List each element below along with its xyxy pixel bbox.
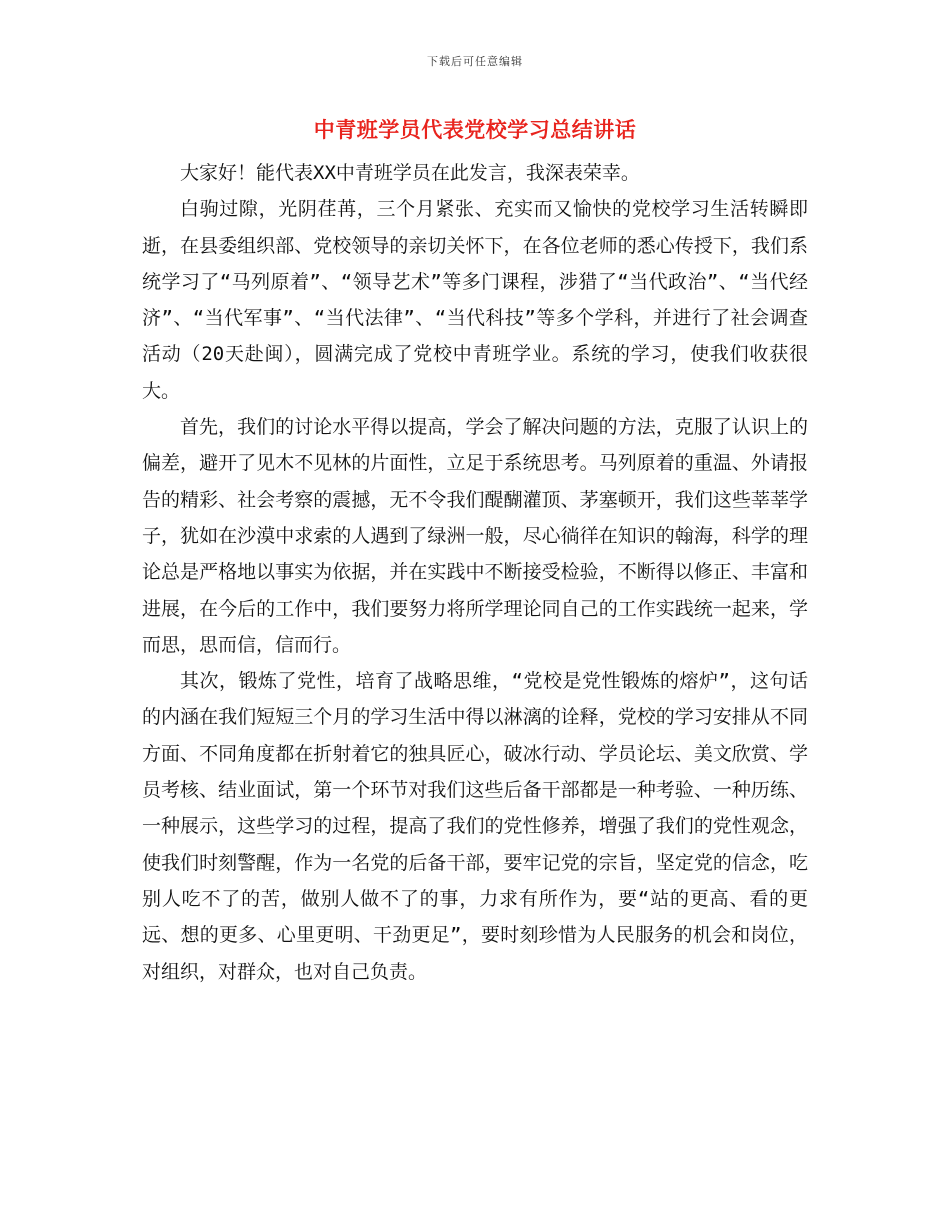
paragraph-greeting: 大家好！能代表XX中青班学员在此发言，我深表荣幸。 — [180, 162, 640, 184]
document-title: 中青班学员代表党校学习总结讲话 — [313, 117, 637, 142]
paragraph-second: 其次，锻炼了党性，培育了战略思维，“党校是党性锻炼的熔炉”，这句话的内涵在我们短短三个月的学习生活中得以淋漓的诠释，党校的学习安排从不同方面、不同角度都在折射着它的独具匠心，破冰行动、学员论坛、美文欣赏、学员考核、结业面试，第一个环节对我们这些后备干部都是一种考验、一种历练、一种展示，这些学习的过程，提高了我们的党性修养，增强了我们的党性观念，使我们时刻警醒，作为一名党的后备干部，要牢记党的宗旨，坚定党的信念，吃别人吃不了的苦，做别人做不了的事，力求有所作为，要“站的更高、看的更远、想的更多、心里更明、干劲更足”，要时刻珍惜为人民服务的机会和岗位，对组织，对群众，也对自己负责。 — [142, 670, 808, 983]
paragraph-intro: 白驹过隙，光阴荏苒，三个月紧张、充实而又愉快的党校学习生活转瞬即逝，在县委组织部、党校领导的亲切关怀下，在各位老师的悉心传授下，我们系统学习了“马列原着”、“领导艺术”等多门课程，涉猎了“当代政治”、“当代经济”、“当代军事”、“当代法律”、“当代科技”等多个学科，并进行了社会调查活动（20天赴闽），圆满完成了党校中青班学业。系统的学习，使我们收获很大。 — [142, 198, 808, 402]
paragraph-first: 首先，我们的讨论水平得以提高，学会了解决问题的方法，克服了认识上的偏差，避开了见木不见林的片面性，立足于系统思考。马列原着的重温、外请报告的精彩、社会考察的震撼，无不令我们醍醐灌顶、茅塞顿开，我们这些莘莘学子，犹如在沙漠中求索的人遇到了绿洲一般，尽心徜徉在知识的翰海，科学的理论总是严格地以事实为依据，并在实践中不断接受检验，不断得以修正、丰富和进展，在今后的工作中，我们要努力将所学理论同自己的工作实践统一起来，学而思，思而信，信而行。 — [142, 416, 808, 656]
document-body — [142, 155, 808, 990]
header-note: 下载后可任意编辑 — [427, 55, 523, 68]
